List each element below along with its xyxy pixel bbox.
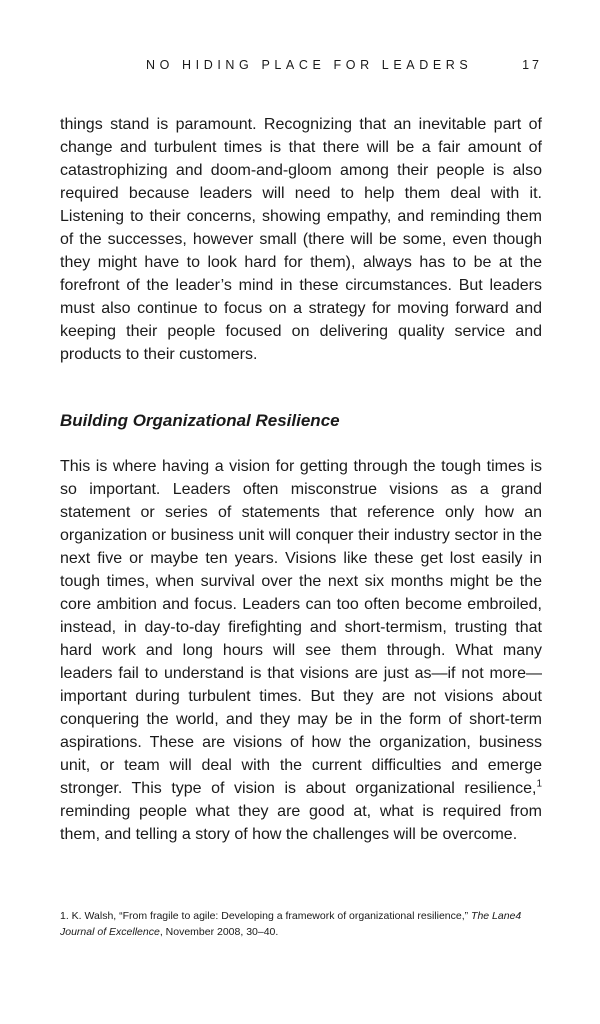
body-paragraph: things stand is paramount. Recognizing that an inevitable part of change and turbulent times is that there will be a fair amount of catastrophizing and doom-and-gloom among their people is also required because leaders will need to help them deal with it. Listening to their concerns, showing empathy, and reminding them of the successes, however small (there will be some, even though they might have to look hard for them), always has to be at the forefront of the leader’s mind in these circumstances. But leaders must also continue to focus on a strategy for moving forward and keeping their people focused on delivering quality service and products to their customers.: [60, 116, 542, 363]
running-head: [60, 56, 542, 74]
footnote-details: , November 2008, 30–40.: [159, 926, 279, 938]
section-paragraph-text-continued: reminding people what they are good at, what is required from them, and telling a story of how the challenges will be overcome.: [60, 803, 542, 843]
section-paragraph: [60, 455, 542, 846]
footnote-journal: The Lane4 Journal of Excellence: [60, 910, 522, 938]
page-number: 17: [522, 58, 542, 72]
section-heading: Building Organizational Resilience: [60, 411, 340, 430]
footnote-text: 1. K. Walsh, “From fragile to agile: Developing a framework of organizational resilience,”: [60, 910, 472, 922]
running-title: NO HIDING PLACE FOR LEADERS: [146, 58, 473, 72]
footnote-reference: 1: [536, 778, 542, 790]
footnote: [60, 908, 542, 940]
section-paragraph-text: This is where having a vision for getting through the tough times is so important. Leaders often misconstrue visions as a grand statement or series of statements that reference only how an organization or business unit will conquer their industry sector in the next five or maybe ten years. Visions like these get lost easily in tough times, when survival over the next six months might be the core ambition and focus. Leaders can too often become embroiled, instead, in day-to-day firefighting and short-termism, trusting that hard work and long hours will see them through. What many leaders fail to understand is that visions are just as—if not more—important during turbulent times. But they are not visions about conquering the world, and they may be in the form of short-term aspirations. These are visions of how the organization, business unit, or team will deal with the current difficulties and emerge stronger. This type of vision is about organizational resilience,: [60, 458, 542, 797]
